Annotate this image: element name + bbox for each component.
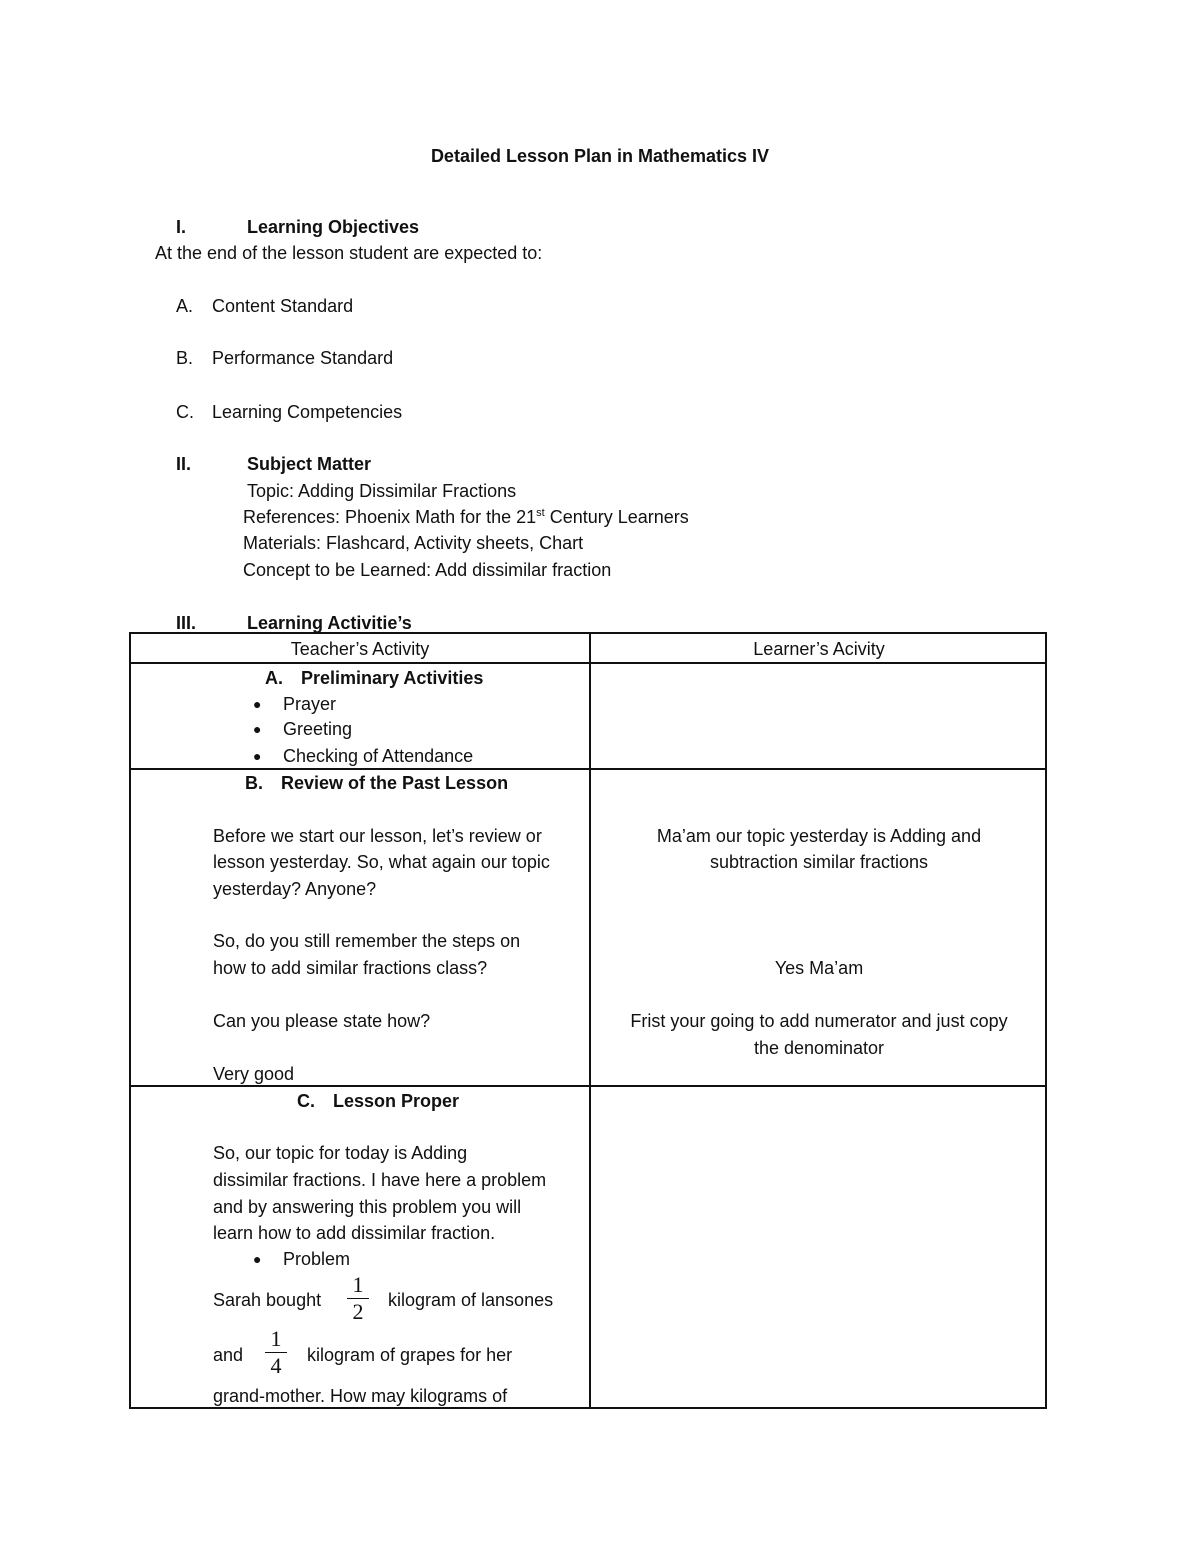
lesson-teacher-line: and by answering this problem you will [213,1197,522,1217]
preliminary-letter: A. [265,668,283,688]
fraction-one-half [345,1274,371,1323]
objective-text-c: Learning Competencies [212,402,403,422]
objective-letter-a: A. [176,296,194,316]
section-numeral-objectives: I. [176,217,187,237]
bullet-dot-icon: ● [253,748,262,764]
section-heading-objectives: Learning Objectives [247,217,420,237]
section-numeral-activities: III. [176,613,197,633]
objective-letter-c: C. [176,402,194,422]
subject-topic: Topic: Adding Dissimilar Fractions [247,481,517,501]
activities-table [129,632,1047,1409]
problem-label: Problem [283,1249,351,1269]
table-row-divider [131,768,1045,770]
fraction-denominator: 4 [270,1353,282,1378]
review-teacher-line: Can you please state how? [213,1011,431,1031]
review-learner-line: Yes Ma’am [774,958,864,978]
problem-text: kilogram of grapes for her [307,1345,513,1365]
references-suffix: Century Learners [544,507,689,527]
bullet-dot-icon: ● [253,1251,262,1267]
section-heading-subject: Subject Matter [247,454,372,474]
lesson-heading: Lesson Proper [333,1091,460,1111]
header-learner-activity: Learner’s Acivity [753,639,885,659]
bullet-dot-icon: ● [253,721,262,737]
subject-concept: Concept to be Learned: Add dissimilar fraction [243,560,612,580]
header-teacher-activity: Teacher’s Activity [290,639,430,659]
review-letter: B. [245,773,263,793]
fraction-numerator: 1 [270,1326,282,1351]
subject-references [243,508,689,526]
review-heading: Review of the Past Lesson [281,773,509,793]
review-learner-line: subtraction similar fractions [709,852,929,872]
objective-text-a: Content Standard [212,296,354,316]
problem-text: kilogram of lansones [388,1290,554,1310]
lesson-teacher-line: learn how to add dissimilar fraction. [213,1223,496,1243]
preliminary-item: Checking of Attendance [283,746,474,766]
review-teacher-line: lesson yesterday. So, what again our topic [213,852,550,872]
section-heading-activities: Learning Activitie’s [247,613,412,633]
lesson-teacher-line: dissimilar fractions. I have here a problem [213,1170,547,1190]
review-teacher-line: Very good [213,1064,295,1084]
review-teacher-line: yesterday? Anyone? [213,879,377,899]
section-numeral-subject: II. [176,454,192,474]
objective-text-b: Performance Standard [212,348,394,368]
references-prefix: References: Phoenix Math for the 21 [243,507,537,527]
fraction-denominator: 2 [352,1299,364,1324]
lesson-teacher-line: So, our topic for today is Adding [213,1143,468,1163]
problem-text: and [213,1345,244,1365]
problem-text: Sarah bought [213,1290,322,1310]
objectives-intro: At the end of the lesson student are expected to: [155,243,543,263]
review-teacher-line: how to add similar fractions class? [213,958,488,978]
review-teacher-line: Before we start our lesson, let’s review or [213,826,542,846]
page-title: Detailed Lesson Plan in Mathematics IV [430,146,770,166]
fraction-numerator: 1 [352,1272,364,1297]
review-learner-line: Ma’am our topic yesterday is Adding and [656,826,982,846]
objective-letter-b: B. [176,348,194,368]
problem-text: grand-mother. How may kilograms of [213,1386,508,1406]
preliminary-heading: Preliminary Activities [301,668,484,688]
bullet-dot-icon: ● [253,696,262,712]
review-learner-line: Frist your going to add numerator and just copy [630,1011,1008,1031]
preliminary-item: Prayer [283,694,337,714]
table-row-divider [131,662,1045,664]
review-learner-line: the denominator [753,1038,885,1058]
table-row-divider [131,1085,1045,1087]
references-sup: st [536,507,545,519]
fraction-one-quarter [263,1328,289,1377]
lesson-letter: C. [297,1091,315,1111]
preliminary-item: Greeting [283,719,353,739]
review-teacher-line: So, do you still remember the steps on [213,931,521,951]
subject-materials: Materials: Flashcard, Activity sheets, Chart [243,533,584,553]
